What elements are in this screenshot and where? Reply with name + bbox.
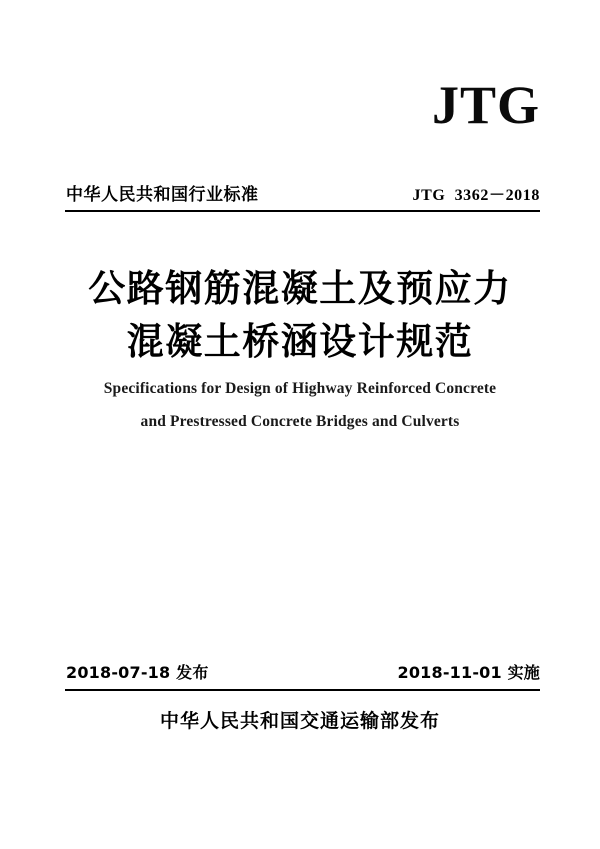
subtitle-line-2: and Prestressed Concrete Bridges and Culverts <box>140 413 460 430</box>
title-line-1: 公路钢筋混凝土及预应力 <box>88 267 512 310</box>
title-line-2: 混凝土桥涵设计规范 <box>126 320 474 363</box>
document-subtitle-english <box>0 372 600 438</box>
standard-classification-label: 中华人民共和国行业标准 <box>66 185 259 205</box>
publication-dates <box>66 660 540 683</box>
document-title <box>0 262 600 368</box>
issue-date: 2018-07-18 发布 <box>66 663 209 682</box>
effective-date: 2018-11-01 实施 <box>397 663 540 682</box>
standard-header <box>66 180 540 205</box>
subtitle-line-1: Specifications for Design of Highway Reinforced Concrete <box>103 380 497 397</box>
header-divider-rule <box>65 210 540 212</box>
jtg-brand-mark: JTG <box>431 75 540 135</box>
standard-code-label: JTG 3362－2018 <box>412 187 540 204</box>
footer-divider-rule <box>65 689 540 691</box>
publisher-label: 中华人民共和国交通运输部发布 <box>159 710 440 732</box>
